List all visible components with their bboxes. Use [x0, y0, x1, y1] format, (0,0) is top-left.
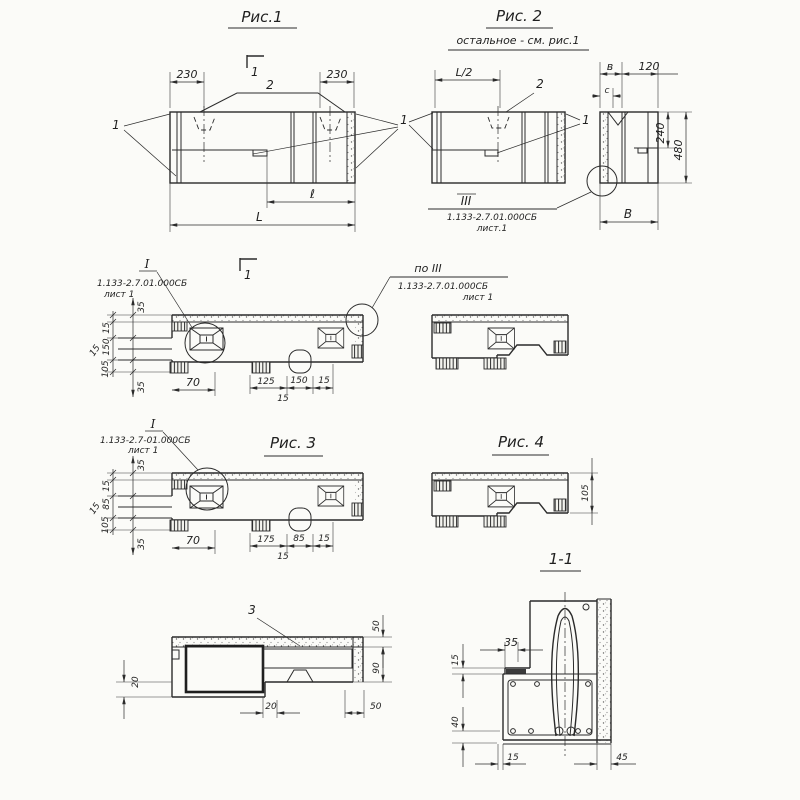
item2-label: 2: [536, 77, 544, 91]
dim-label: 15: [87, 343, 103, 359]
inner-panel-thick: [186, 646, 263, 692]
fig3-title: Рис. 3: [269, 434, 317, 452]
detail-doc: 1.133-2.7-01.000СБ: [100, 436, 191, 446]
item1-mid-label: 1: [400, 113, 408, 127]
dim-label: 20: [265, 702, 277, 712]
dim-label: 175: [257, 535, 275, 545]
fig1-elevation: [112, 8, 398, 232]
dim-15-bottom: [475, 744, 526, 770]
dim-label: L/2: [455, 66, 473, 79]
left-dim-chain: [88, 456, 172, 555]
fig1-dim-l: [267, 156, 355, 232]
dim-label: 15: [451, 654, 461, 666]
section-I-plan: [88, 257, 568, 404]
bottom-notch: [287, 670, 313, 682]
dim-label: 50: [370, 702, 382, 712]
fig3-plan: [88, 417, 363, 562]
dim-label: 45: [616, 753, 628, 763]
item1-right-label: 1: [582, 113, 590, 127]
dim-label: 15: [318, 534, 330, 544]
dim-20-left: [116, 660, 172, 719]
fig1-dim-230-left: [170, 68, 204, 108]
detail-doc: 1.133-2.7.01.000СБ: [446, 213, 538, 223]
section-cut-mark: [247, 55, 264, 79]
detail-I-ref: [100, 417, 198, 470]
dim-45: [574, 743, 636, 770]
dim-label: 15: [277, 552, 289, 562]
left-dim-chain: [88, 298, 172, 397]
fig2-side-view: [592, 60, 692, 230]
detail-sheet: лист 1: [128, 446, 159, 456]
fig4-plan: [432, 433, 598, 527]
dim-label: 480: [672, 139, 685, 161]
cut-mark-label: 1: [251, 65, 259, 79]
fig2-elevation: [400, 7, 692, 234]
dim-label: 105: [101, 360, 111, 378]
dim-label: 85: [293, 534, 305, 544]
bearing-plate: [506, 669, 526, 674]
dim-label: 15: [507, 753, 519, 763]
dim-120: [622, 60, 678, 108]
dim-label: В: [623, 207, 633, 221]
detail-doc: 1.133-2.7.01.000СБ: [97, 279, 188, 289]
dim-20-bottom: [240, 697, 300, 718]
dim-50-top-right: [363, 615, 392, 668]
item1-label: 1: [112, 118, 120, 132]
dim-label: ℓ: [310, 187, 315, 201]
dim-label: 230: [326, 68, 348, 81]
dim-label: 70: [186, 376, 200, 389]
dim-label: 15: [102, 480, 112, 492]
dim-label: 240: [654, 122, 667, 144]
dim-label: с: [604, 86, 610, 96]
dim-label: 15: [102, 322, 112, 334]
dim-label: 150: [290, 376, 308, 386]
view-doc: 1.133-2.7.01.000СБ: [397, 282, 489, 292]
item3-label: 3: [248, 603, 256, 617]
dim-c: [592, 86, 621, 108]
fig5-plan: [116, 603, 392, 719]
dim-label: 20: [131, 676, 141, 688]
dim-label: 50: [372, 620, 382, 632]
dim-label: 35: [504, 636, 518, 649]
fig2-title: Рис. 2: [495, 7, 543, 25]
dim-label: 35: [137, 459, 147, 471]
stirrup-outline: [508, 680, 592, 735]
dim-label: 70: [186, 534, 200, 547]
slot-dashed: [320, 117, 341, 130]
dim-40: [451, 707, 500, 767]
slot-dashed: [194, 117, 215, 130]
fig2-dim-L2: [435, 66, 500, 108]
item2-label: 2: [266, 78, 274, 92]
fig2-note: остальное - см. рис.1: [456, 34, 580, 47]
beam-outline: [170, 112, 355, 183]
dim-label: 230: [176, 68, 198, 81]
detail-mark: III: [460, 194, 472, 208]
dim-label: 150: [102, 338, 112, 356]
dim-label: 15: [318, 376, 330, 386]
fig1-title: Рис.1: [241, 8, 283, 26]
dim-label: 35: [137, 538, 147, 550]
dim-label: 90: [372, 662, 382, 674]
dim-label: 105: [101, 516, 111, 534]
dim-b: [600, 60, 622, 108]
view-III-ref: [372, 262, 508, 308]
dim-35: [480, 636, 543, 668]
topping-edge-callout: [200, 93, 345, 112]
cut-mark-label: 1: [244, 268, 252, 282]
detail-sheet: лист 1: [104, 290, 135, 300]
dim-label: L: [256, 210, 263, 224]
dim-label: 105: [581, 484, 591, 502]
section-1-1: [451, 550, 636, 770]
fig1-dim-L: [170, 183, 355, 232]
fig4-title: Рис. 4: [497, 433, 545, 451]
dim-label: 120: [638, 60, 660, 73]
detail-sheet: лист.1: [476, 224, 508, 234]
dim-label: 15: [277, 394, 289, 404]
detail-mark: I: [150, 417, 156, 431]
view-mark: по III: [414, 262, 442, 275]
dim-label: 15: [87, 501, 103, 517]
dim-label: 85: [102, 498, 112, 510]
view-sheet: лист 1: [462, 293, 494, 303]
sec11-title: 1-1: [548, 550, 574, 568]
fig2-detail-ref: [428, 194, 557, 234]
detail-mark: I: [144, 257, 150, 271]
dim-label: в: [606, 60, 614, 73]
fig1-dim-230-right: [320, 68, 354, 108]
dim-50-bottom: [345, 690, 382, 718]
dim-105: [570, 458, 598, 525]
dim-label: 40: [451, 716, 461, 728]
section-cut-mark: [240, 258, 257, 282]
dim-label: 35: [137, 381, 147, 393]
inner-panel-thin: [263, 649, 352, 668]
dim-B: [600, 183, 658, 230]
dim-label: 35: [137, 301, 147, 313]
dim-15-left: [451, 644, 505, 698]
dim-label: 125: [257, 377, 275, 387]
